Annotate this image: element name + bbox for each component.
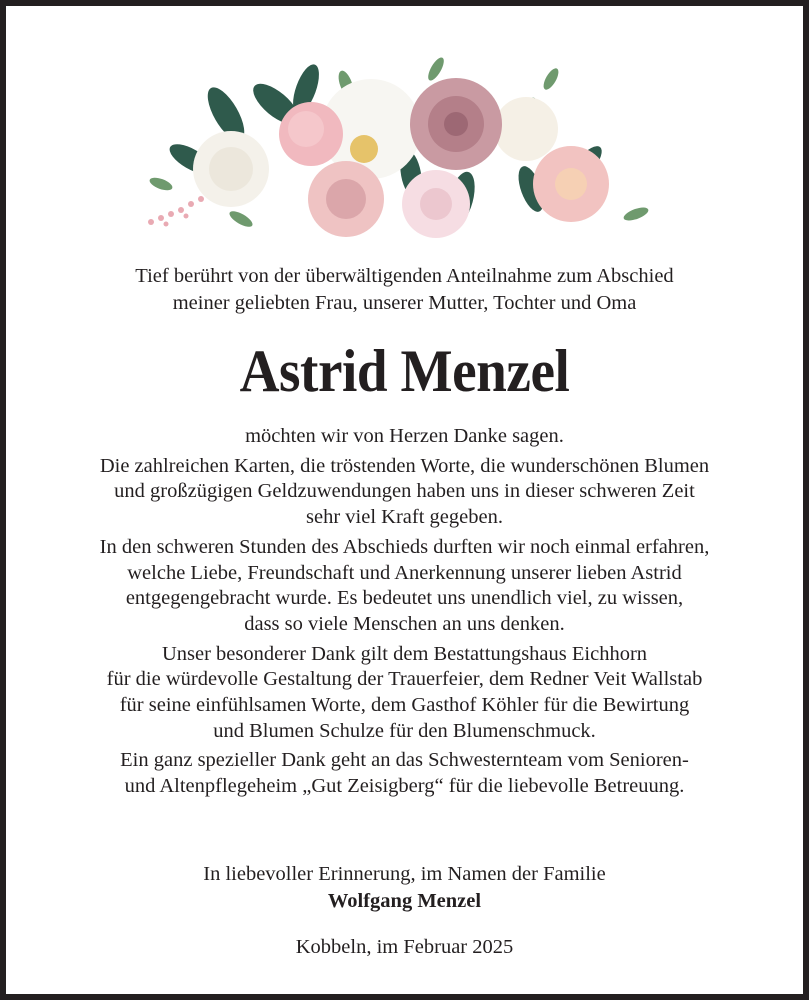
intro-text xyxy=(6,263,803,317)
text-line: für die würdevolle Gestaltung der Trauerfeier, dem Redner Veit Wallstab xyxy=(106,668,703,691)
paragraph xyxy=(6,454,803,531)
text-line: möchten wir von Herzen Danke sagen. xyxy=(245,425,564,447)
place-date: Kobbeln, im Februar 2025 xyxy=(295,936,514,958)
signature-block xyxy=(6,861,803,915)
text-line: Unser besonderer Dank gilt dem Bestattungshaus Eichhorn xyxy=(161,642,648,665)
text-line: und großzügigen Geldzuwendungen haben uns in dieser schweren Zeit xyxy=(114,480,695,503)
text-line: Die zahlreichen Karten, die tröstenden Worte, die wunderschönen Blumen xyxy=(99,454,710,477)
paragraph xyxy=(6,424,803,450)
paragraph xyxy=(6,748,803,799)
text-line: und Blumen Schulze für den Blumenschmuck. xyxy=(213,719,596,742)
text-line: dass so viele Menschen an uns denken. xyxy=(244,612,565,635)
intro-line: Tief berührt von der überwältigenden Anteilnahme zum Abschied xyxy=(135,265,674,287)
text-line: und Altenpflegeheim „Gut Zeisigberg“ für die liebevolle Betreuung. xyxy=(124,775,685,798)
text-line: für seine einfühlsamen Worte, dem Gasthof Köhler für die Bewirtung xyxy=(119,694,690,717)
intro-line: meiner geliebten Frau, unserer Mutter, Tochter und Oma xyxy=(172,292,637,314)
paragraph xyxy=(6,535,803,638)
paragraph xyxy=(6,642,803,745)
thank-you-text xyxy=(6,424,803,804)
text-line: Ein ganz spezieller Dank geht an das Schwesternteam vom Senioren- xyxy=(120,749,689,772)
signer-name: Wolfgang Menzel xyxy=(327,890,482,912)
closing-line: In liebevoller Erinnerung, im Namen der Familie xyxy=(203,863,606,885)
deceased-name: Astrid Menzel xyxy=(239,338,570,404)
text-line: In den schweren Stunden des Abschieds durften wir noch einmal erfahren, xyxy=(99,535,710,558)
text-line: sehr viel Kraft gegeben. xyxy=(306,506,503,529)
flower-bouquet-icon xyxy=(131,44,691,249)
text-line: welche Liebe, Freundschaft und Anerkennung unserer lieben Astrid xyxy=(127,561,682,584)
obituary-notice xyxy=(6,6,803,994)
text-line: entgegengebracht wurde. Es bedeutet uns unendlich viel, zu wissen, xyxy=(125,587,684,610)
